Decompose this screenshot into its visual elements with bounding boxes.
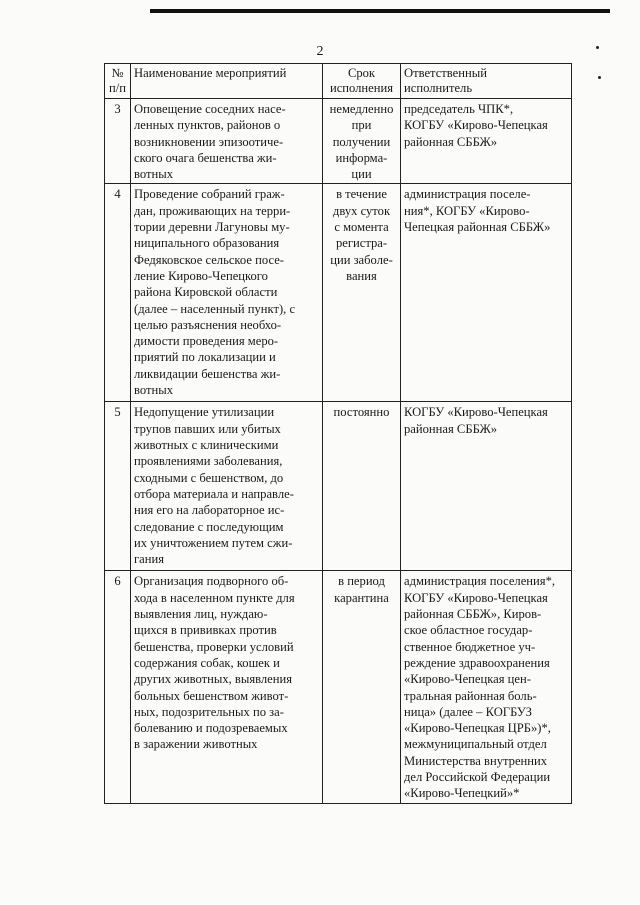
top-scan-rule — [150, 9, 610, 13]
row-name: Недопущение утилизации трупов павших или убитых животных с клиническими проявлениями заболевания, сходными с бешенством, до отбора материала и направле- ния его на лабораторное ис- следование с последующим их уничтожением путем сжи- гания — [131, 402, 323, 571]
row-responsible: председатель ЧПК*, КОГБУ «Кирово-Чепецкая районная СББЖ» — [401, 99, 572, 184]
row-responsible: КОГБУ «Кирово-Чепецкая районная СББЖ» — [401, 402, 572, 571]
row-term: в течение двух суток с момента регистра- ции заболе- вания — [323, 184, 401, 402]
header-responsible: Ответственный исполнитель — [401, 64, 572, 99]
row-num: 6 — [105, 571, 131, 803]
header-term: Срок исполнения — [323, 64, 401, 99]
row-name: Проведение собраний граж- дан, проживающих на терри- тории деревни Лагуновы му- ниципального образования Федяковское сельское посе- ление Кирово-Чепецкого района Кировской области (далее – населенный пункт), с целью разъяснения необхо- димости проведения меро- приятий по локализации и ликвидации бешенства жи- вотных — [131, 184, 323, 402]
row-term: немедленно при получении информа- ции — [323, 99, 401, 184]
page-number: 2 — [316, 44, 324, 59]
row-num: 3 — [105, 99, 131, 184]
row-num: 4 — [105, 184, 131, 402]
row-term: в период карантина — [323, 571, 401, 803]
row-term: постоянно — [323, 402, 401, 571]
row-name: Организация подворного об- хода в населенном пункте для выявления лиц, нуждаю- щихся в прививках против бешенства, проверки условий содержания собак, кошек и других животных, выявления больных бешенством живот- ных, подозрительных по за- болеванию и подозреваемых в заражении животных — [131, 571, 323, 803]
row-responsible: администрация поселения*, КОГБУ «Кирово-Чепецкая районная СББЖ», Киров- ское областное государ- ственное бюджетное уч- реждение здравоохранения «Кирово-Чепецкая цен- тральная районная боль- ница» (далее – КОГБУЗ «Кирово-Чепецкая ЦРБ»)*, межмуниципальный отдел Министерства внутренних дел Российской Федерации «Кирово-Чепецкий»* — [401, 571, 572, 803]
row-responsible: администрация поселе- ния*, КОГБУ «Кирово- Чепецкая районная СББЖ» — [401, 184, 572, 402]
scan-speck — [598, 76, 601, 79]
table-header-row — [105, 64, 572, 99]
table-row — [105, 402, 572, 571]
table-row — [105, 99, 572, 184]
table-row — [105, 184, 572, 402]
row-name: Оповещение соседних насе- ленных пунктов, районов о возникновении эпизоотиче- ского очага бешенства жи- вотных — [131, 99, 323, 184]
header-num: № п/п — [105, 64, 131, 99]
measures-table — [104, 63, 572, 804]
table-row — [105, 571, 572, 803]
row-num: 5 — [105, 402, 131, 571]
header-name: Наименование мероприятий — [131, 64, 323, 99]
